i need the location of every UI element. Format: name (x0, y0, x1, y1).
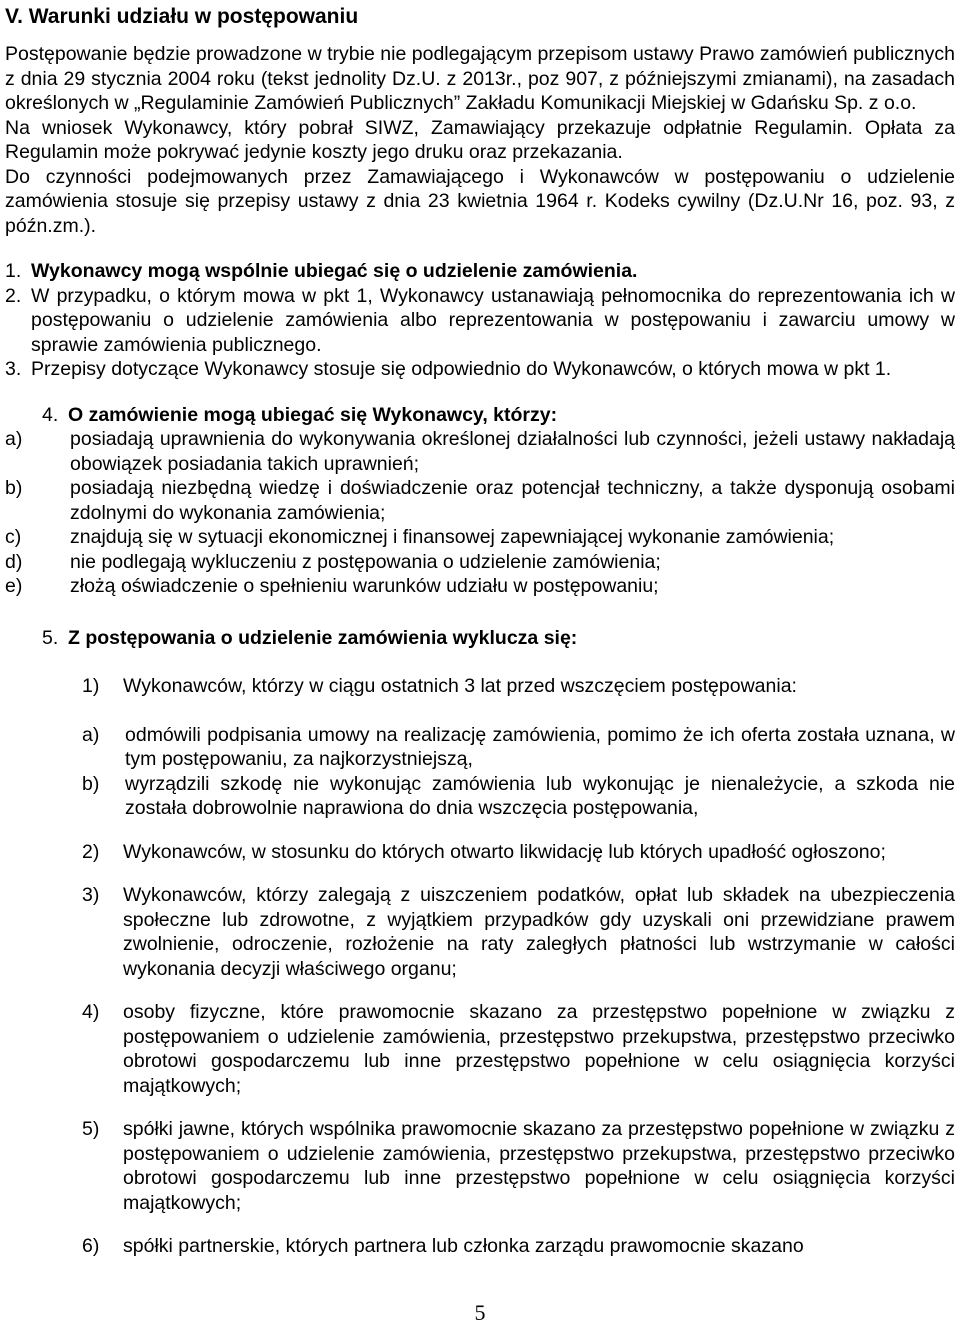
point-4-title (5, 403, 955, 428)
letter-item (5, 427, 955, 476)
item-text: Wykonawcy mogą wspólnie ubiegać się o udzielenie zamówienia. (31, 260, 638, 282)
intro-paragraph: Na wniosek Wykonawcy, który pobrał SIWZ, Zamawiający przekazuje odpłatnie Regulamin. Opłata za Regulamin może pokrywać jedynie koszty jego druku oraz przekazania. (5, 116, 955, 163)
list-item (5, 259, 955, 284)
list-item (5, 357, 955, 382)
item-number: 1) (82, 675, 100, 697)
item-text: Wykonawców, którzy zalegają z uiszczeniem podatków, opłat lub składek na ubezpieczenia społeczne lub zdrowotne, z wyjątkiem przypadków gdy uzyskali oni przewidziane prawem zwolnienie, odroczenie, rozłożenie na raty zaległych płatności lub wstrzymanie w całości wykonania decyzji właściwego organu; (123, 884, 955, 980)
item-title: O zamówienie mogą ubiegać się Wykonawcy, którzy: (68, 403, 558, 426)
exclusion-item (5, 1000, 955, 1098)
item-text: spółki partnerskie, których partnera lub członka zarządu prawomocnie skazano (123, 1235, 804, 1257)
item-text: złożą oświadczenie o spełnieniu warunków udziału w postępowaniu; (70, 575, 659, 597)
point-5-title (5, 626, 955, 651)
exclusion-item (5, 674, 955, 699)
page-number: 5 (474, 1300, 486, 1325)
intro-block (5, 42, 955, 238)
item-number: 2) (82, 840, 100, 863)
item-text: Wykonawców, w stosunku do których otwarto likwidację lub których upadłość ogłoszono; (123, 840, 886, 863)
document-page (5, 0, 955, 1259)
item-number: 5. (42, 626, 59, 649)
item-text: wyrządzili szkodę nie wykonując zamówienia lub wykonując je nienależycie, a szkoda nie została dobrowolnie naprawiona do dnia wszczęcia postępowania, (125, 772, 955, 819)
intro-paragraph: Postępowanie będzie prowadzone w trybie nie podlegającym przepisom ustawy Prawo zamówień publicznych z dnia 29 stycznia 2004 roku (tekst jednolity Dz.U. z 2013r., poz 907, z późniejszymi zmianami), na zasadach określonych w „Regulaminie Zamówień Publicznych” Zakładu Komunikacji Miejskiej w Gdańsku Sp. z o.o. (5, 43, 955, 114)
exclusion-item (5, 840, 955, 865)
item-number: 4) (82, 1001, 100, 1023)
item-text: spółki jawne, których wspólnika prawomocnie skazano za przestępstwo popełnione w związku z postępowaniem o udzielenie zamówienia, przestępstwo przekupstwa, przestępstwo przeciwko obrotowi gospodarczemu lub inne przestępstwo popełnione w celu osiągnięcia korzyści majątkowych; (123, 1118, 955, 1214)
item-text: W przypadku, o którym mowa w pkt 1, Wykonawcy ustanawiają pełnomocnika do reprezentowania ich w postępowaniu o udzielenie zamówienia albo reprezentowania w postępowaniu i zawarciu umowy w sprawie zamówienia publicznego. (31, 284, 955, 356)
numbered-points (5, 259, 955, 382)
exclusion-item (5, 1234, 955, 1259)
item-letter: c) (5, 526, 22, 548)
item-number: 1. (5, 260, 22, 282)
item-letter: b) (5, 477, 23, 499)
item-text: Przepisy dotyczące Wykonawcy stosuje się odpowiednio do Wykonawców, o których mowa w pkt 1. (31, 358, 892, 380)
exclusion-subitem (5, 772, 955, 821)
letter-item (5, 525, 955, 550)
letter-item (5, 550, 955, 575)
exclusion-item (5, 1117, 955, 1215)
item-letter: e) (5, 575, 23, 597)
item-text: posiadają niezbędną wiedzę i doświadczenie oraz potencjał techniczny, a także dysponują osobami zdolnymi do wykonania zamówienia; (70, 477, 955, 524)
intro-paragraph: Do czynności podejmowanych przez Zamawiającego i Wykonawców w postępowaniu o udzielenie zamówienia stosuje się przepisy ustawy z dnia 23 kwietnia 1964 r. Kodeks cywilny (Dz.U.Nr 16, poz. 93, z późn.zm.). (5, 165, 955, 237)
item-text: osoby fizyczne, które prawomocnie skazano za przestępstwo popełnione w związku z postępowaniem o udzielenie zamówienia, przestępstwo przekupstwa, przestępstwo przeciwko obrotowi gospodarczemu lub inne przestępstwo popełnione w celu osiągnięcia korzyści majątkowych; (123, 1001, 955, 1097)
item-text: znajdują się w sytuacji ekonomicznej i finansowej zapewniającej wykonanie zamówienia; (70, 526, 835, 548)
item-number: 3. (5, 358, 22, 380)
item-title: Z postępowania o udzielenie zamówienia wyklucza się: (68, 626, 578, 649)
item-number: 6) (82, 1235, 100, 1257)
item-letter: a) (5, 428, 23, 450)
item-letter: b) (82, 772, 100, 795)
exclusion-subitem (5, 723, 955, 772)
item-letter: d) (5, 550, 23, 573)
point-4-block (5, 403, 955, 599)
item-text: odmówili podpisania umowy na realizację zamówienia, pomimo że ich oferta została uznana, w tym postępowaniu, za najkorzystniejszą, (125, 723, 955, 770)
list-item (5, 284, 955, 358)
exclusion-subitems (5, 723, 955, 821)
item-number: 2. (5, 284, 22, 307)
letter-item (5, 574, 955, 599)
item-text: posiadają uprawnienia do wykonywania określonej działalności lub czynności, jeżeli ustawy nakładają obowiązek posiadania takich uprawnień; (70, 428, 955, 475)
letter-item (5, 476, 955, 525)
section-heading: V. Warunki udziału w postępowaniu (5, 5, 359, 28)
item-text: nie podlegają wykluczeniu z postępowania o udzielenie zamówienia; (70, 550, 661, 573)
exclusion-item (5, 883, 955, 981)
item-text: Wykonawców, którzy w ciągu ostatnich 3 lat przed wszczęciem postępowania: (123, 675, 797, 697)
item-number: 5) (82, 1118, 100, 1140)
item-number: 4. (42, 403, 59, 426)
item-number: 3) (82, 884, 100, 906)
item-letter: a) (82, 723, 100, 746)
